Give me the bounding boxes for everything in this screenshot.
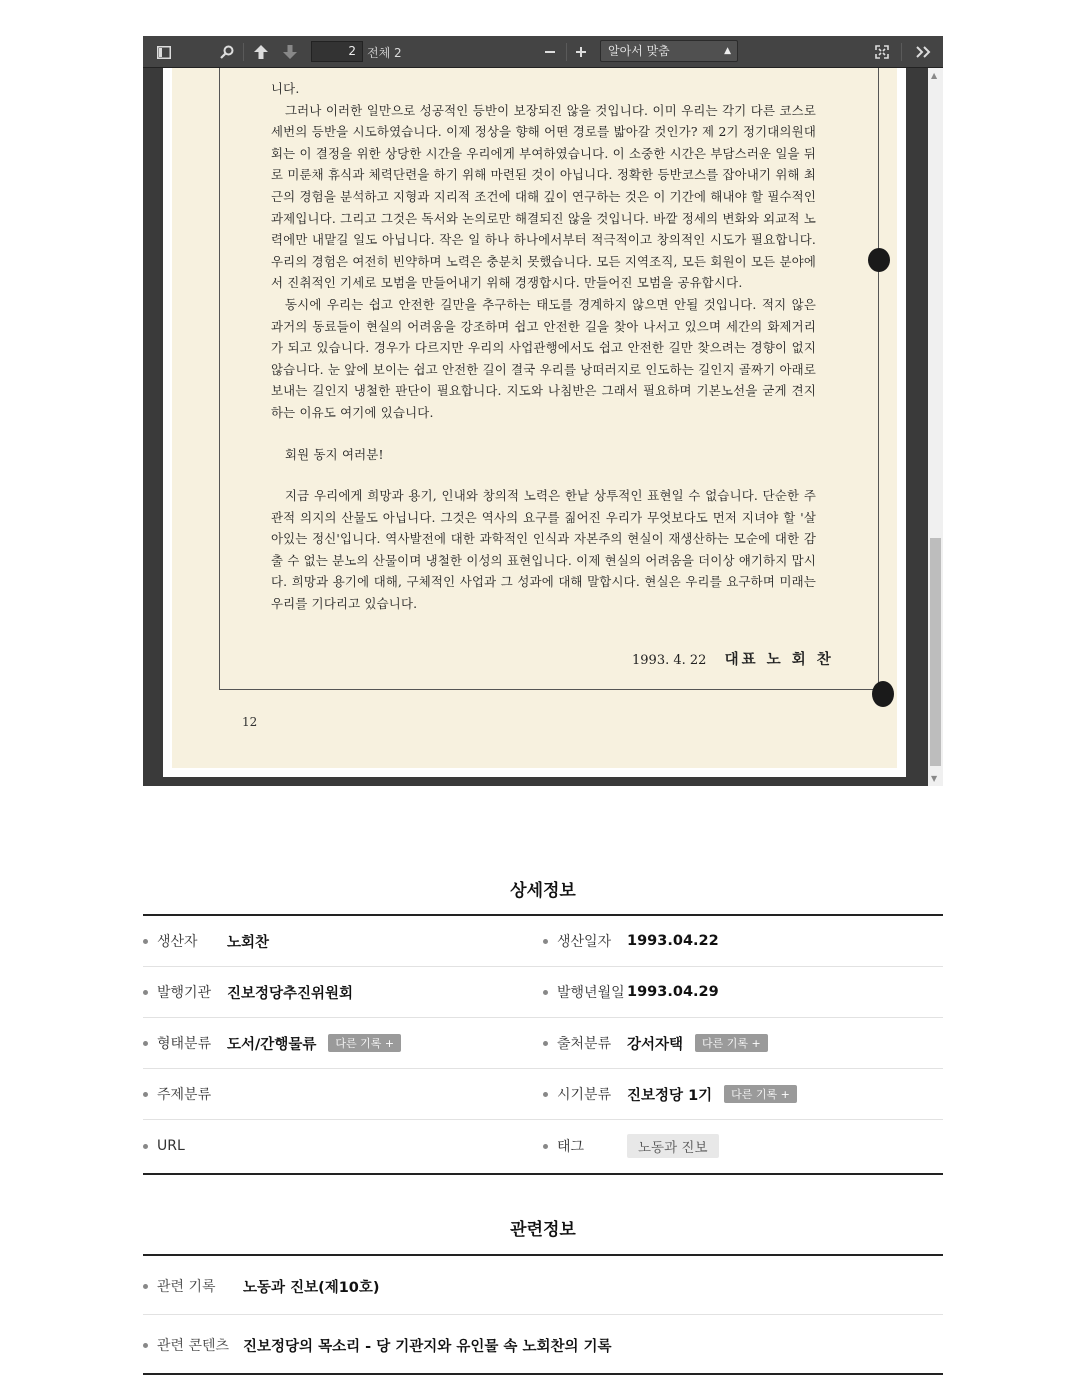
related-label: 관련 기록 bbox=[157, 1279, 216, 1295]
field-value: 진보정당추진위원회 bbox=[227, 985, 354, 1002]
field-label: 주제분류 bbox=[157, 1087, 212, 1103]
bullet-icon bbox=[143, 1343, 148, 1348]
viewer-scrollbar[interactable] bbox=[928, 68, 943, 786]
row-divider bbox=[143, 1017, 943, 1018]
field-label: URL bbox=[157, 1138, 185, 1154]
scan-paragraph: 동시에 우리는 쉽고 안전한 길만을 추구하는 태도를 경계하지 않으면 안될 것입니다. 적지 않은 과거의 동료들이 현실의 어려움을 강조하며 쉽고 안전한 길을 찾아 나서고 있으며 세간의 화제거리가 되고 있습니다. 경우가 다르지만 우리의 사업관행에서도 쉽고 안전한 길만 찾으려는 경향이 없지 않습니다. 눈 앞에 보이는 쉽고 안전한 길이 결국 우리를 낭떠러지로 인도하는 길인지 골짜기 아래로 보내는 길인지 냉철한 판단이 필요합니다. 지도와 나침반은 그래서 필요하며 기본노선을 굳게 견지하는 이유도 여기에 있습니다. bbox=[271, 296, 816, 420]
field-value: 도서/간행물류 bbox=[227, 1036, 317, 1053]
pdf-viewer bbox=[143, 36, 943, 786]
related-section-title: 관련정보 bbox=[510, 1220, 576, 1240]
row-divider bbox=[143, 1119, 943, 1120]
scan-greeting: 회원 동지 여러분! bbox=[285, 446, 384, 462]
field-label: 발행기관 bbox=[157, 985, 212, 1001]
bullet-icon bbox=[143, 939, 148, 944]
scanned-page-image bbox=[172, 68, 897, 768]
viewer-toolbar bbox=[143, 36, 943, 68]
bullet-icon bbox=[543, 1041, 548, 1046]
binder-hole bbox=[868, 248, 890, 272]
bullet-icon bbox=[143, 990, 148, 995]
field-tags bbox=[543, 1136, 719, 1156]
field-value: 강서자택 bbox=[627, 1036, 684, 1053]
field-url bbox=[143, 1136, 227, 1156]
scan-sign-date: 1993. 4. 22 bbox=[632, 653, 707, 668]
fullscreen-icon[interactable] bbox=[869, 41, 895, 63]
field-producer bbox=[143, 931, 269, 951]
scan-page-number: 12 bbox=[242, 715, 258, 729]
row-divider bbox=[143, 966, 943, 967]
row-divider bbox=[143, 1314, 943, 1315]
zoom-select[interactable] bbox=[600, 40, 738, 62]
bullet-icon bbox=[143, 1041, 148, 1046]
bullet-icon bbox=[543, 1092, 548, 1097]
arrow-down-icon[interactable] bbox=[277, 41, 303, 63]
toolbar-separator bbox=[243, 43, 244, 61]
field-subject-category bbox=[143, 1084, 227, 1104]
field-source-category bbox=[543, 1033, 768, 1053]
scanned-text bbox=[271, 78, 816, 615]
field-form-category bbox=[143, 1033, 401, 1053]
section-divider bbox=[143, 1254, 943, 1256]
detail-section-title: 상세정보 bbox=[510, 881, 576, 901]
field-publication-date bbox=[543, 982, 719, 1002]
field-label: 시기분류 bbox=[557, 1087, 612, 1103]
scan-signature bbox=[632, 648, 834, 669]
other-records-button[interactable]: 다른 기록 + bbox=[724, 1085, 797, 1103]
field-period-category bbox=[543, 1084, 797, 1104]
scan-top-partial: 니다. bbox=[271, 81, 300, 96]
double-chevron-right-icon[interactable] bbox=[910, 41, 936, 63]
scan-paragraph: 그러나 이러한 일만으로 성공적인 등반이 보장되진 않을 것입니다. 이미 우리는 각기 다른 코스로 세번의 등반을 시도하였습니다. 이제 정상을 향해 어떤 경로를 밟아갈 것인가? 제 2기 정기대의원대회는 이 결정을 위한 상당한 시간을 우리에게 부여하였습니다. 이 소중한 시간은 부담스러운 일을 뒤로 미룬채 휴식과 체력단련을 하기 위해 마련된 것이 아닙니다. 정확한 등반코스를 잡아내기 위해 최근의 경험을 분석하고 지형과 지리적 조건에 대해 깊이 연구하는 것은 이 기간에 해내야 할 필수적인 과제입니다. 그리고 그것은 독서와 논의로만 해결되진 않을 것입니다. 바깥 정세의 변화와 외교적 노력에만 내맡길 일도 아닙니다. 작은 일 하나 하나에서부터 적극적이고 창의적인 시도가 필요합니다. 우리의 경험은 여전히 빈약하며 노력은 충분치 못했습니다. 모든 지역조직, 모든 회원이 모든 분야에서 진취적인 기세로 모범을 만들어내기 위해 경쟁합시다. 만들어진 모범을 공유합시다. bbox=[271, 102, 816, 291]
field-value: 1993.04.29 bbox=[627, 984, 719, 1000]
page-total-label: 전체 2 bbox=[367, 46, 402, 60]
binder-hole bbox=[872, 681, 894, 707]
related-label: 관련 콘텐츠 bbox=[157, 1338, 230, 1354]
related-content-link[interactable]: 진보정당의 목소리 - 당 기관지와 유인물 속 노회찬의 기록 bbox=[243, 1338, 612, 1355]
scroll-up-icon[interactable]: ▲ bbox=[931, 71, 938, 80]
field-production-date bbox=[543, 931, 719, 951]
field-value: 노회찬 bbox=[227, 934, 270, 951]
tag-chip[interactable]: 노동과 진보 bbox=[627, 1134, 719, 1158]
sidebar-toggle-icon[interactable] bbox=[151, 41, 177, 63]
field-label: 생산일자 bbox=[557, 934, 612, 950]
bullet-icon bbox=[143, 1092, 148, 1097]
bullet-icon bbox=[143, 1144, 148, 1149]
bullet-icon bbox=[543, 990, 548, 995]
zoom-select-value: 알아서 맞춤 bbox=[608, 44, 670, 58]
field-value: 진보정당 1기 bbox=[627, 1087, 713, 1104]
plus-icon[interactable] bbox=[568, 41, 594, 63]
field-label: 형태분류 bbox=[157, 1036, 212, 1052]
minus-icon[interactable] bbox=[537, 41, 563, 63]
related-content bbox=[143, 1335, 612, 1355]
toolbar-separator bbox=[566, 43, 567, 61]
select-updown-icon: ▲ bbox=[724, 46, 731, 56]
bullet-icon bbox=[543, 1144, 548, 1149]
pdf-page bbox=[163, 68, 906, 777]
scan-sign-name: 대표 노 회 찬 bbox=[724, 651, 834, 668]
arrow-up-icon[interactable] bbox=[248, 41, 274, 63]
document-area[interactable] bbox=[143, 68, 928, 786]
page-number-input[interactable]: 2 bbox=[311, 41, 363, 62]
scroll-down-icon[interactable]: ▼ bbox=[931, 774, 938, 783]
scan-paragraph: 지금 우리에게 희망과 용기, 인내와 창의적 노력은 한낱 상투적인 표현일 수 없습니다. 단순한 주관적 의지의 산물도 아닙니다. 그것은 역사의 요구를 짊어진 우리가 무엇보다도 먼저 지녀야 할 '살아있는 정신'입니다. 역사발전에 대한 과학적인 인식과 자본주의 현실이 재생산하는 모순에 대한 감출 수 없는 분노의 산물이며 냉철한 이성의 표현입니다. 이제 현실의 어려움을 더이상 얘기하지 맙시다. 희망과 용기에 대해, 구체적인 사업과 그 성과에 대해 말합시다. 현실은 우리를 요구하며 미래는 우리를 기다리고 있습니다. bbox=[271, 488, 816, 612]
field-label: 생산자 bbox=[157, 934, 198, 950]
related-record-link[interactable]: 노동과 진보(제10호) bbox=[243, 1279, 380, 1296]
section-divider bbox=[143, 914, 943, 916]
scroll-thumb[interactable] bbox=[930, 538, 941, 766]
field-value: 1993.04.22 bbox=[627, 933, 719, 949]
toolbar-separator bbox=[901, 43, 902, 61]
row-divider bbox=[143, 1068, 943, 1069]
bullet-icon bbox=[543, 939, 548, 944]
other-records-button[interactable]: 다른 기록 + bbox=[695, 1034, 768, 1052]
related-record bbox=[143, 1276, 380, 1296]
bullet-icon bbox=[143, 1284, 148, 1289]
field-label: 발행년월일 bbox=[557, 985, 625, 1001]
field-label: 출처분류 bbox=[557, 1036, 612, 1052]
field-publisher bbox=[143, 982, 353, 1002]
section-divider bbox=[143, 1173, 943, 1175]
search-icon[interactable] bbox=[214, 41, 240, 63]
other-records-button[interactable]: 다른 기록 + bbox=[328, 1034, 401, 1052]
field-label: 태그 bbox=[557, 1139, 585, 1155]
